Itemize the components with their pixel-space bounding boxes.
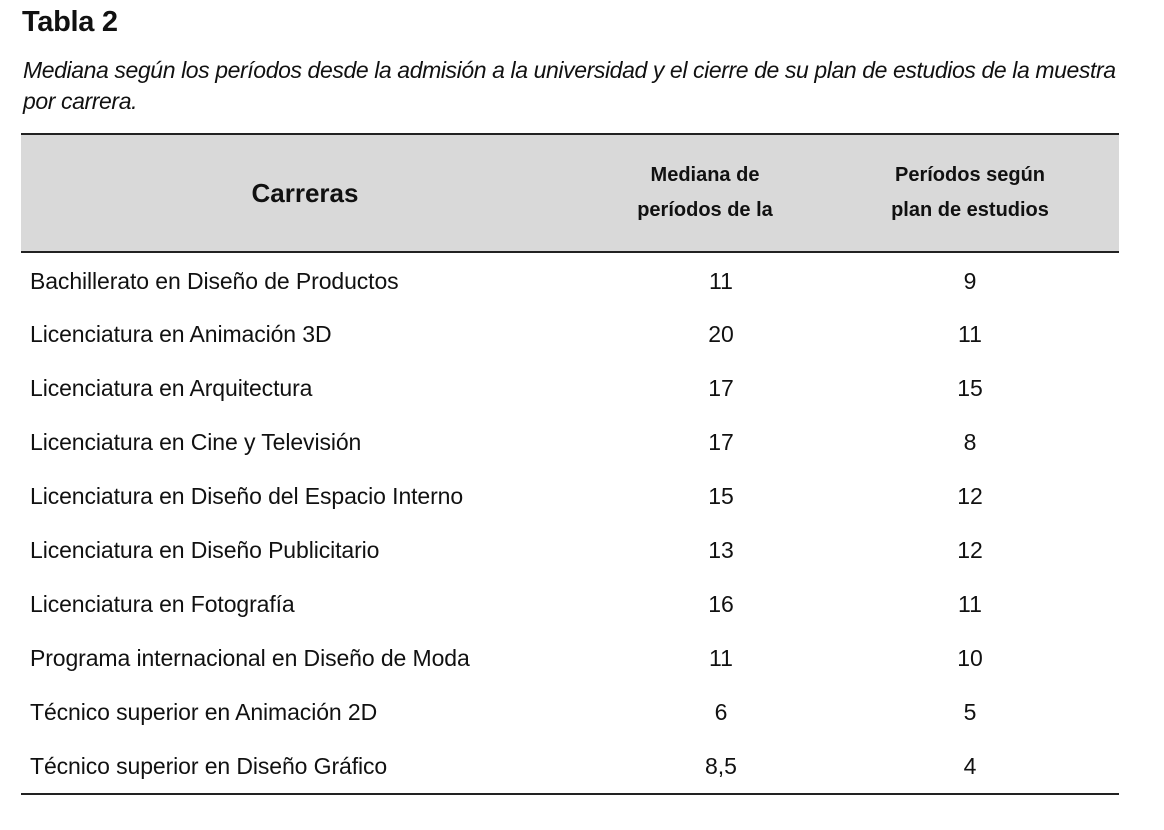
table-row (21, 685, 1119, 739)
table-body (21, 252, 1119, 794)
cell-mediana: 11 (709, 644, 733, 671)
table-row (21, 307, 1119, 361)
data-table (21, 133, 1119, 795)
cell-mediana: 6 (714, 698, 728, 725)
cell-periodos: 11 (958, 590, 982, 617)
table-row (21, 631, 1119, 685)
table-row (21, 361, 1119, 415)
cell-periodos: 8 (963, 428, 977, 455)
table-row (21, 523, 1119, 577)
header-mediana-text: Mediana de períodos de la (637, 164, 773, 221)
cell-mediana: 20 (708, 320, 734, 347)
cell-carrera: Licenciatura en Diseño del Espacio Interno (30, 482, 464, 509)
header-row (21, 134, 1119, 252)
cell-periodos: 12 (957, 536, 983, 563)
cell-mediana: 17 (708, 374, 734, 401)
cell-carrera: Licenciatura en Fotografía (30, 590, 295, 617)
cell-carrera: Licenciatura en Animación 3D (30, 320, 332, 347)
cell-mediana: 15 (708, 482, 734, 509)
cell-periodos: 15 (957, 374, 983, 401)
table-row (21, 469, 1119, 523)
table-container (21, 133, 1119, 795)
table-row (21, 252, 1119, 307)
cell-periodos: 10 (957, 644, 983, 671)
table-header (21, 134, 1119, 252)
table-row (21, 415, 1119, 469)
cell-periodos: 11 (958, 320, 982, 347)
cell-mediana: 11 (709, 267, 733, 294)
cell-mediana: 13 (708, 536, 734, 563)
cell-carrera: Licenciatura en Cine y Televisión (30, 428, 362, 455)
cell-carrera: Técnico superior en Animación 2D (30, 698, 378, 725)
table-row (21, 739, 1119, 794)
header-periodos-text: Períodos según plan de estudios (891, 164, 1049, 221)
cell-carrera: Bachillerato en Diseño de Productos (30, 267, 399, 294)
table-title: Tabla 2 (22, 6, 118, 38)
cell-mediana: 16 (708, 590, 734, 617)
cell-mediana: 17 (708, 428, 734, 455)
table-caption: Mediana según los períodos desde la admisión a la universidad y el cierre de su plan de estudios de la muestra por carrera. (23, 57, 1116, 114)
cell-carrera: Programa internacional en Diseño de Moda (30, 644, 470, 671)
header-periodos (821, 134, 1119, 252)
cell-carrera: Técnico superior en Diseño Gráfico (21, 739, 589, 794)
cell-carrera: Licenciatura en Arquitectura (30, 374, 313, 401)
table-row (21, 577, 1119, 631)
cell-periodos: 4 (821, 739, 1119, 794)
cell-periodos: 9 (963, 267, 977, 294)
cell-mediana: 8,5 (589, 739, 821, 794)
cell-carrera: Licenciatura en Diseño Publicitario (30, 536, 380, 563)
header-mediana (589, 134, 821, 252)
cell-periodos: 5 (963, 698, 977, 725)
cell-periodos: 12 (957, 482, 983, 509)
header-carreras: Carreras (21, 134, 589, 252)
